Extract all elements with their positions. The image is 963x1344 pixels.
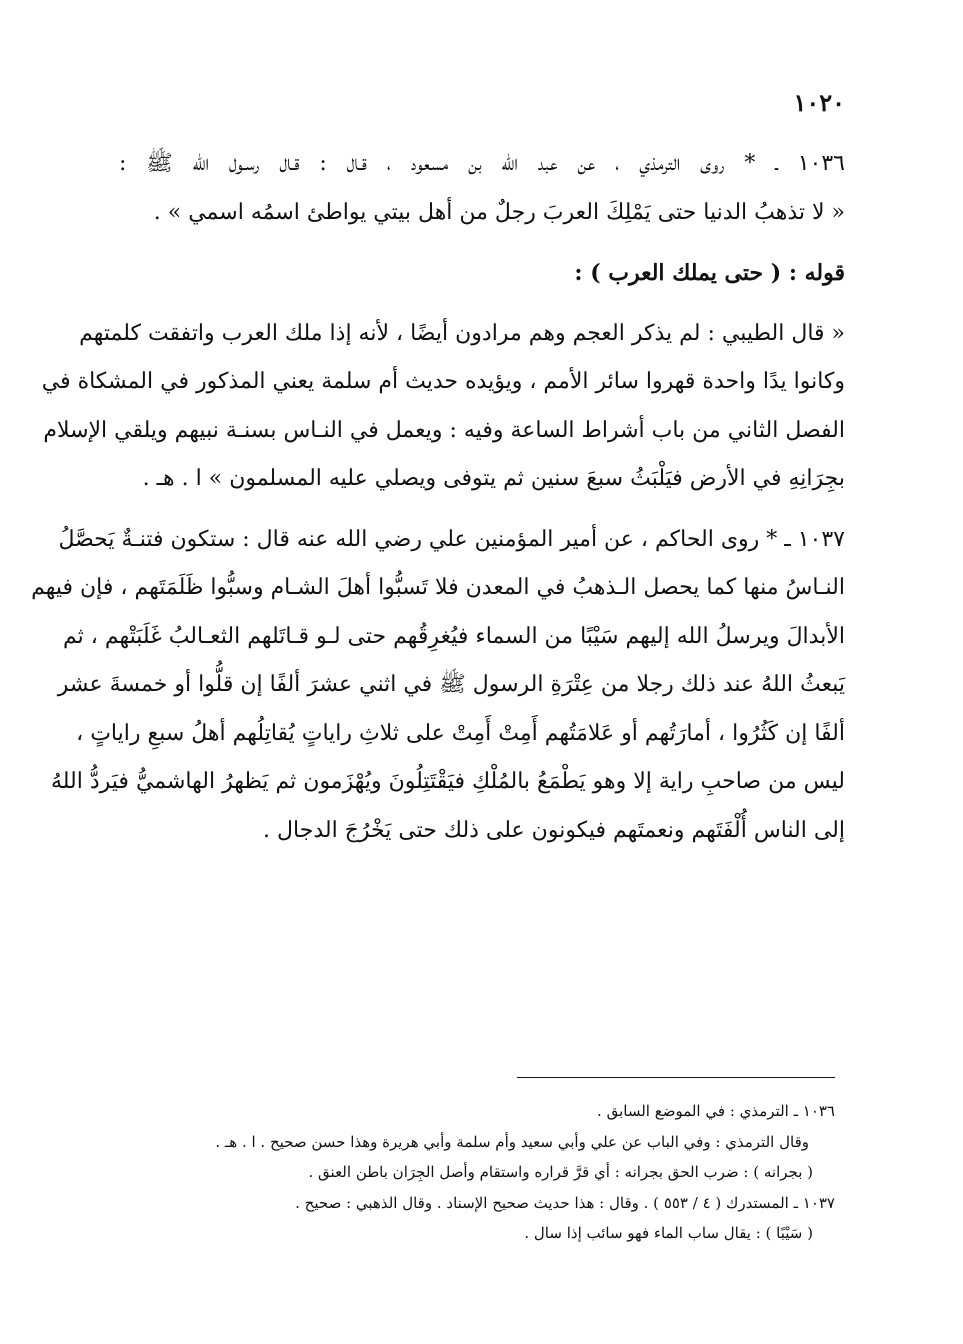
text-line: ١٠٣٦ ـ * روى الترمذي ، عن عبد الله بن مسعود ، قـال : قـال رسـول الله ﷺ : bbox=[119, 151, 845, 176]
footnote-separator bbox=[517, 1077, 835, 1078]
text-line: الفصل الثاني من باب أشراط الساعة وفيه : ويعمل في النـاس بسنـة نبيهم ويلقي الإسلام bbox=[43, 417, 845, 443]
main-text bbox=[31, 140, 845, 855]
commentary bbox=[41, 249, 845, 504]
text-line: بجِرَانِهِ في الأرض فيَلْبَثُ سبعَ سنين ثم يتوفى ويصلي عليه المسلمون » ا . هـ . bbox=[142, 466, 845, 491]
paragraph-gap bbox=[119, 237, 845, 249]
text-line: يَبعثُ اللهُ عند ذلك رجلا من عِتْرَةِ الرسول ﷺ في اثني عشرَ ألفًا إن قلُّوا أو خمسةَ عشر bbox=[57, 672, 845, 697]
footnotes bbox=[115, 1096, 835, 1249]
text-line: وكانوا يدًا واحدة قهروا سائر الأمم ، ويؤيده حديث أم سلمة يعني المذكور في المشكاة في bbox=[41, 369, 845, 394]
footnote-1036-source: ١٠٣٦ ـ الترمذي : في الموضع السابق . bbox=[597, 1102, 835, 1120]
footnote-1037-gloss: ( سَيْبًا ) : يقال ساب الماء فهو سائب إذا سال . bbox=[524, 1224, 813, 1242]
text-line: إلى الناس أُلْفَتَهم ونعمتَهم فيكونون على ذلك حتى يَخْرُجَ الدجال . bbox=[263, 817, 845, 843]
paragraph-gap bbox=[119, 298, 845, 310]
text-line: « قال الطيبي : لم يذكر العجم وهم مرادون أيضًا ، لأنه إذا ملك العرب واتفقت كلمتهم bbox=[79, 320, 845, 346]
text-line: ١٠٣٧ ـ * روى الحاكم ، عن أمير المؤمنين علي رضي الله عنه قال : ستكون فتنـةٌ يَحصَّلُ bbox=[58, 526, 845, 552]
text-line: النـاسُ منها كما يحصل الـذهبُ في المعدن فلا تَسبُّوا أهلَ الشـام وسبُّوا ظَلَمَتَهم ، فإن فيهم bbox=[31, 575, 845, 600]
text-line: الأبدالَ ويرسلُ الله إليهم سَيْبًا من السماء فيُغرِقُهم حتى لـو قـاتَلهم الثعـالبُ غَلَبَتْهم ، ثم bbox=[63, 623, 845, 649]
text-line: ليس من صاحبِ راية إلا وهو يَطْمَعُ بالمُلْكِ فيَقْتَتِلُونَ ويُهْزَمون ثم يَظهرُ الهاشميُّ فيَردُّ اللهُ bbox=[50, 769, 845, 794]
hadith-1037 bbox=[31, 516, 845, 856]
hadith-1036 bbox=[119, 140, 845, 237]
paragraph-gap bbox=[119, 504, 845, 516]
footnote-1037-source: ١٠٣٧ ـ المستدرك ( ٤ / ٥٥٣ ) . وقال : هذا حديث صحيح الإسناد . وقال الذهبي : صحيح . bbox=[295, 1193, 835, 1212]
text-line: ألفًا إن كَثُرُوا ، أمارَتُهم أو عَلامَتُهم أَمِتْ أَمِتْ على ثلاثِ راياتٍ يُقاتِلُهم أهلُ سبعِ راياتٍ ، bbox=[76, 720, 845, 746]
page-number: ١٠٢٠ bbox=[793, 88, 845, 117]
commentary-heading: قوله : ( حتى يملك العرب ) : bbox=[574, 260, 845, 286]
footnote-1036-gloss: ( بجرانه ) : ضرب الحق بجرانه : أي قرَّ قراره واستقام وأصل الجِرَان باطن العنق . bbox=[308, 1163, 813, 1181]
footnote-1036-grading: وقال الترمذي : وفي الباب عن علي وأبي سعيد وأم سلمة وأبي هريرة وهذا حسن صحيح . ا . هـ . bbox=[215, 1132, 809, 1151]
text-line: « لا تذهبُ الدنيا حتى يَمْلِكَ العربَ رجلٌ من أهل بيتي يواطئ اسمُه اسمي » . bbox=[153, 199, 845, 225]
